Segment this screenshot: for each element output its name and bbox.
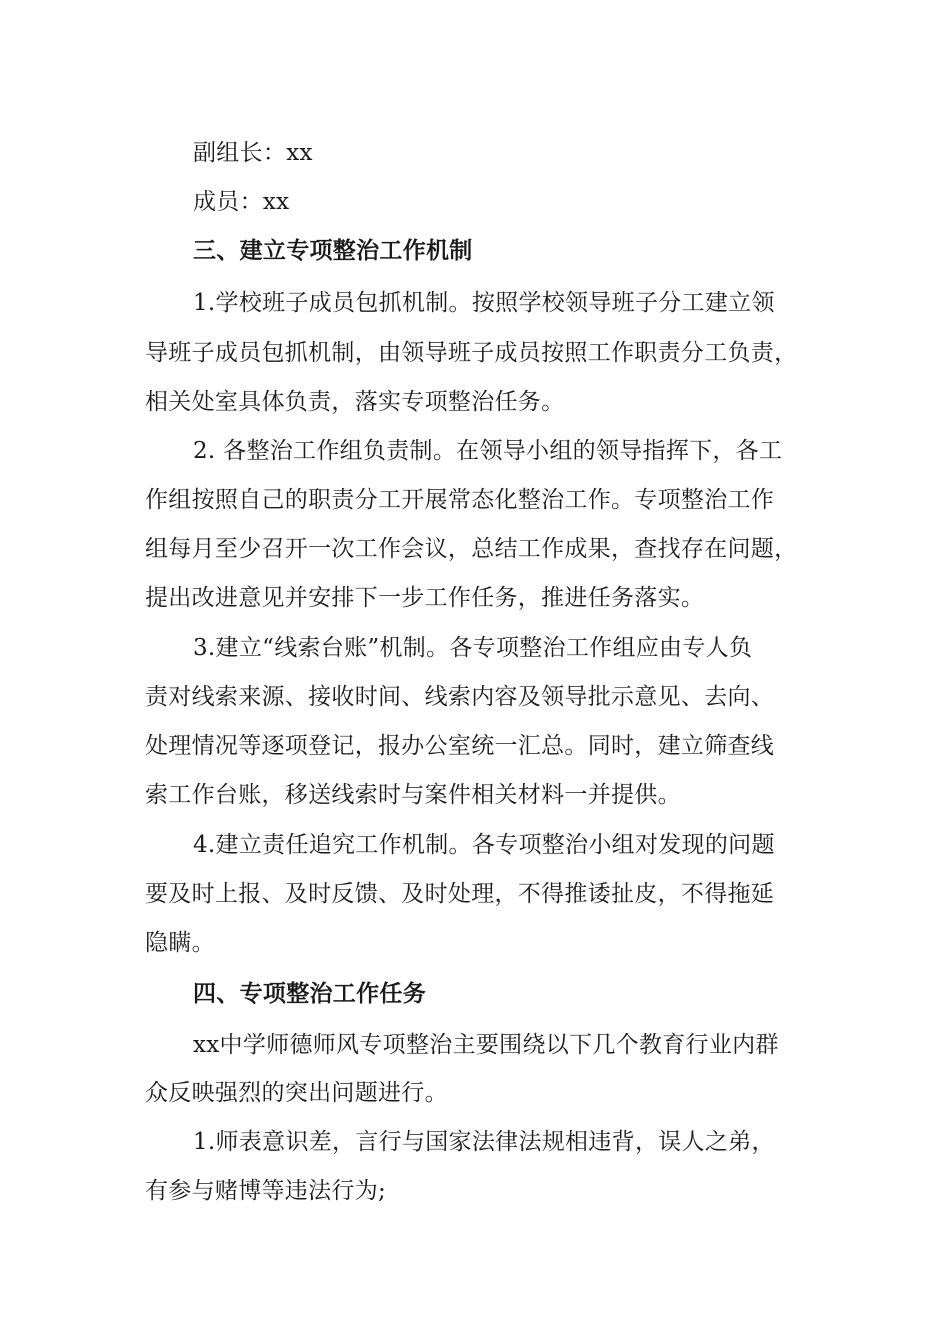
paragraph-line: 作组按照自己的职责分工开展常态化整治工作。专项整治工作 [145,487,775,513]
paragraph-line: 有参与赌博等违法行为; [145,1178,387,1204]
paragraph-line: 要及时上报、及时反馈、及时处理，不得推诿扯皮，不得拖延 [145,881,775,907]
deputy-leader-line: 副组长：xx [193,140,313,166]
paragraph-line: 责对线索来源、接收时间、线索内容及领导批示意见、去向、 [145,684,775,710]
paragraph-line: xx中学师德师风专项整治主要围绕以下几个教育行业内群 [193,1032,779,1058]
paragraph-line: 提出改进意见并安排下一步工作任务，推进任务落实。 [145,585,705,611]
section-heading-4: 四、专项整治工作任务 [193,981,426,1007]
paragraph-line: 导班子成员包抓机制，由领导班子成员按照工作职责分工负责， [145,340,798,366]
paragraph-line: 处理情况等逐项登记，报办公室统一汇总。同时，建立筛查线 [145,733,775,759]
paragraph-line: 组每月至少召开一次工作会议，总结工作成果，查找存在问题， [145,536,798,562]
members-line: 成员：xx [193,189,290,215]
paragraph-line: 4.建立责任追究工作机制。各专项整治小组对发现的问题 [193,832,775,858]
paragraph-line: 众反映强烈的突出问题进行。 [145,1080,448,1106]
paragraph-line: 3.建立“线索台账”机制。各专项整治工作组应由专人负 [193,635,753,661]
paragraph-line: 相关处室具体负责，落实专项整治任务。 [145,389,565,415]
section-heading-3: 三、建立专项整治工作机制 [193,238,473,264]
paragraph-line: 索工作台账，移送线索时与案件相关材料一并提供。 [145,782,681,808]
paragraph-line: 隐瞒。 [145,930,215,956]
paragraph-line: 1.师表意识差，言行与国家法律法规相违背，误人之弟， [193,1129,775,1155]
paragraph-line: 1.学校班子成员包抓机制。按照学校领导班子分工建立领 [193,290,775,316]
paragraph-line: 2. 各整治工作组负责制。在领导小组的领导指挥下，各工 [193,438,783,464]
